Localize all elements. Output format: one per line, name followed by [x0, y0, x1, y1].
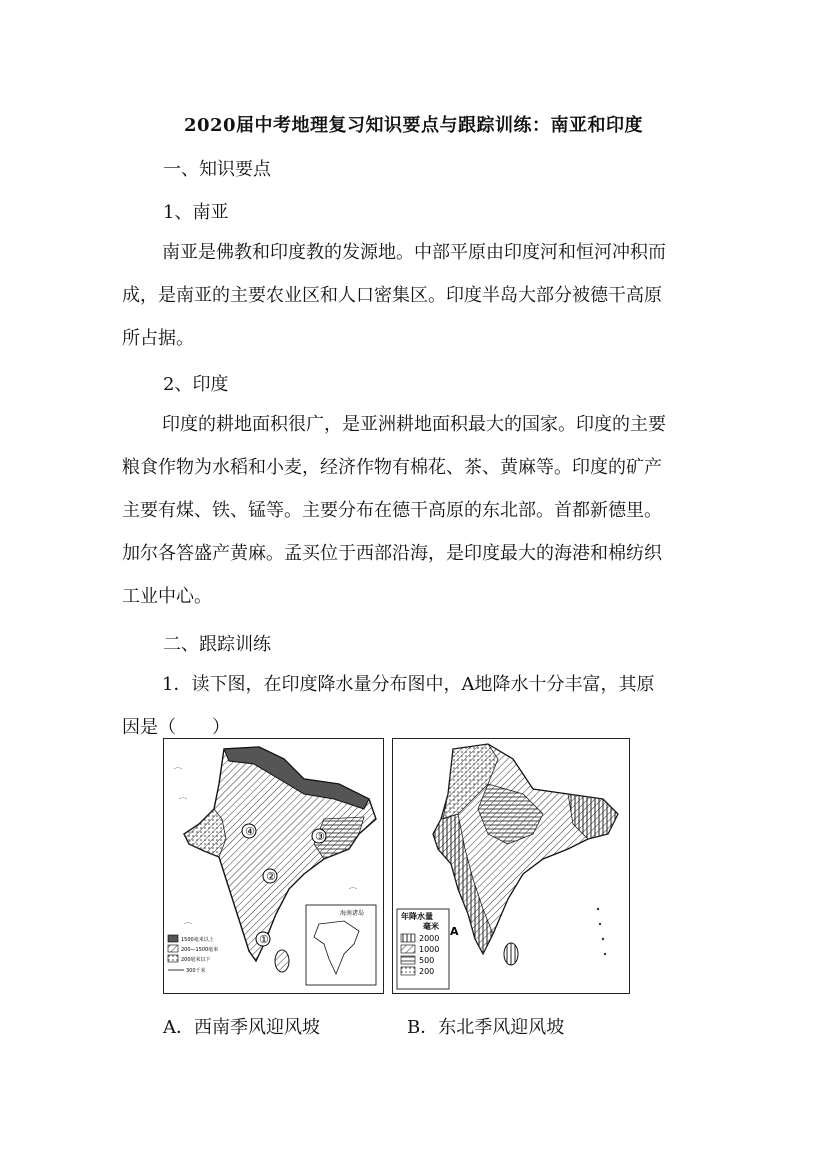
section-heading-practice: 二、跟踪训练	[163, 634, 271, 655]
legend-unit: 毫米	[423, 922, 439, 931]
paragraph-india	[122, 403, 722, 618]
marker-1: ①	[259, 933, 269, 946]
legend-item: 300千米	[186, 968, 206, 974]
paragraph-line: 工业中心。	[122, 586, 212, 607]
option-a[interactable]: A．西南季风迎风坡	[163, 1017, 320, 1038]
subheading-india: 2、印度	[163, 374, 229, 395]
inset-map	[306, 905, 376, 985]
inset-title: 海南诸岛	[340, 910, 365, 917]
subheading-south-asia: 1、南亚	[163, 202, 229, 223]
legend-title: 年降水量	[401, 912, 433, 921]
marker-4: ④	[245, 825, 255, 838]
question-text: 因是（ ）	[122, 717, 230, 738]
paragraph-line: 印度的耕地面积很广，是亚洲耕地面积最大的国家。印度的主要	[162, 414, 666, 435]
question-text: 1．读下图，在印度降水量分布图中，A地降水十分丰富，其原	[162, 674, 655, 695]
paragraph-south-asia	[122, 231, 722, 360]
question-1	[122, 663, 722, 749]
paragraph-line: 粮食作物为水稻和小麦，经济作物有棉花、茶、黄麻等。印度的矿产	[122, 457, 662, 478]
map-legend	[168, 935, 218, 974]
figure-south-asia-map	[163, 738, 384, 994]
legend-item: 1500毫米以上	[181, 937, 214, 943]
marker-2: ②	[266, 870, 276, 883]
legend-value: 200	[419, 967, 435, 976]
option-b[interactable]: B．东北季风迎风坡	[407, 1017, 565, 1038]
precipitation-legend	[397, 909, 449, 989]
legend-item: 200—1500毫米	[181, 947, 219, 953]
legend-value: 500	[419, 956, 435, 965]
figure-india-precipitation-map	[392, 738, 630, 994]
document-title: 2020届中考地理复习知识要点与跟踪训练：南亚和印度	[183, 115, 644, 136]
paragraph-line: 主要有煤、铁、锰等。主要分布在德干高原的东北部。首都新德里。	[122, 500, 662, 521]
paragraph-line: 所占据。	[122, 328, 194, 349]
paragraph-line: 加尔各答盛产黄麻。孟买位于西部沿海，是印度最大的海港和棉纺织	[122, 543, 662, 564]
paragraph-line: 成，是南亚的主要农业区和人口密集区。印度半岛大部分被德干高原	[122, 285, 662, 306]
india-precipitation-map-graphic	[393, 739, 629, 993]
legend-value: 1000	[419, 945, 440, 954]
marker-3: ③	[315, 830, 325, 843]
south-asia-map-graphic	[164, 739, 383, 993]
legend-item: 200毫米以下	[181, 957, 211, 963]
section-heading-knowledge: 一、知识要点	[163, 159, 271, 180]
point-a-label: A	[450, 925, 459, 938]
paragraph-line: 南亚是佛教和印度教的发源地。中部平原由印度河和恒河冲积而	[162, 242, 666, 263]
legend-value: 2000	[419, 934, 440, 943]
